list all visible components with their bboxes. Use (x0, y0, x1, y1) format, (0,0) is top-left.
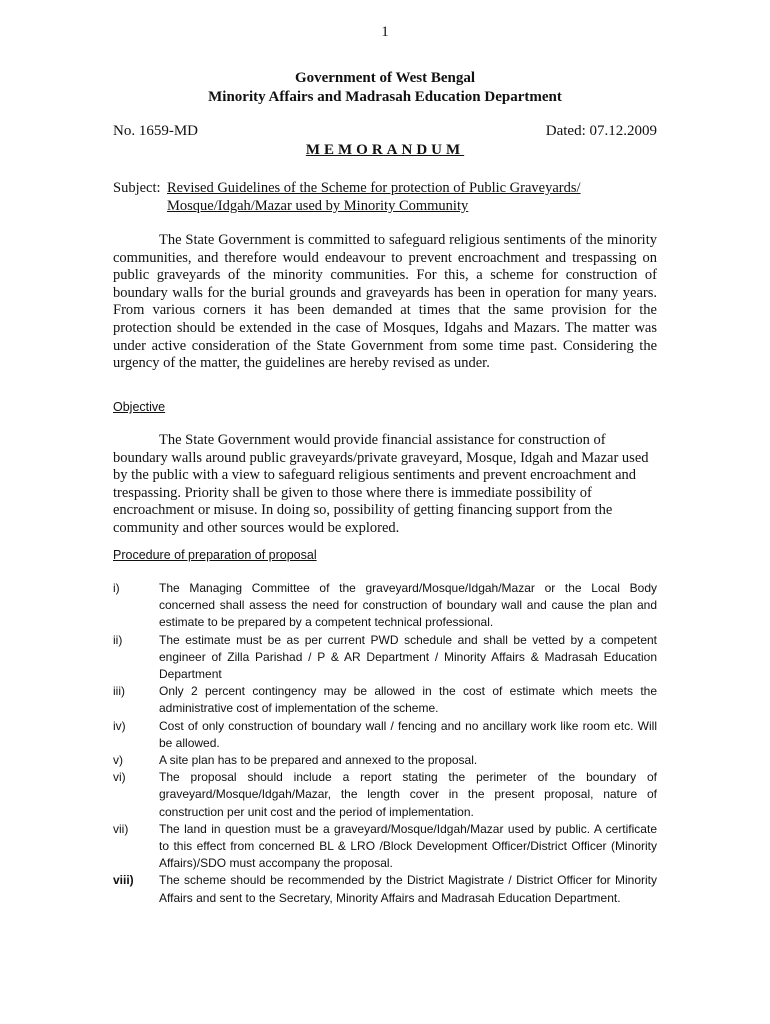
item-number: ii) (113, 632, 123, 647)
list-item (113, 872, 657, 906)
objective-heading: Objective (113, 400, 166, 414)
item-text: The Managing Committee of the graveyard/Mosque/Idgah/Mazar or the Local Body concerned shall assess the need for construction of boundary wall and cause the plan and estimate to be prepared by a competent technical professional. (159, 581, 657, 630)
item-number: i) (113, 581, 120, 595)
list-item (113, 718, 657, 752)
item-number: iii) (113, 684, 125, 699)
list-item (113, 821, 657, 873)
item-number: viii) (113, 873, 134, 888)
reference-row (113, 123, 657, 140)
memo-number: No. 1659-MD (113, 123, 198, 139)
item-number: vii) (113, 821, 129, 836)
subject-block (113, 179, 657, 215)
list-item (113, 580, 657, 632)
procedure-list (113, 580, 657, 907)
list-item (113, 752, 657, 769)
procedure-heading: Procedure of preparation of proposal (113, 548, 317, 562)
item-text: The proposal should include a report stating the perimeter of the boundary of graveyard/Mosque/Idgah/Mazar, the length cover in the present proposal, nature of construction per unit cost and the period of implementation. (159, 770, 657, 819)
list-item (113, 769, 657, 821)
item-text: The land in question must be a graveyard/Mosque/Idgah/Mazar used by public. A certificate to this effect from concerned BL & LRO /Block Development Officer/District Officer (Minority Affairs)/SDO must accompany the proposal. (159, 821, 657, 871)
header-government: Government of West Bengal (294, 70, 476, 86)
item-text: Only 2 percent contingency may be allowed in the cost of estimate which meets the administrative cost of implementation of the scheme. (159, 684, 657, 716)
page-number: 1 (381, 24, 389, 40)
list-item (113, 632, 657, 684)
subject-text: Revised Guidelines of the Scheme for protection of Public Graveyards/ Mosque/Idgah/Mazar used by Minority Community (167, 180, 581, 214)
item-text: The estimate must be as per current PWD schedule and shall be vetted by a competent engineer of Zilla Parishad / P & AR Department / Minority Affairs & Madrasah Education Department (159, 632, 657, 682)
item-number: iv) (113, 718, 126, 733)
item-text: A site plan has to be prepared and annexed to the proposal. (159, 753, 478, 768)
memo-date: Dated: 07.12.2009 (545, 123, 657, 139)
item-text: The scheme should be recommended by the District Magistrate / District Officer for Minority Affairs and sent to the Secretary, Minority Affairs and Madrasah Education Department. (159, 873, 657, 905)
item-text: Cost of only construction of boundary wall / fencing and no ancillary work like room etc. Will be allowed. (159, 718, 657, 750)
intro-paragraph: The State Government is committed to safeguard religious sentiments of the minority communities, and therefore would endeavour to prevent encroachment and trespassing on public graveyards of the minority communities. For this, a scheme for construction of boundary walls for the burial grounds and graveyards has been in operation for many years. From various corners it has been demanded at times that the same provision for the protection should be extended in the case of Mosques, Idgahs and Mazars. The matter was under active consideration of the State Government from some time past. Considering the urgency of the matter, the guidelines are hereby revised as under. (113, 232, 657, 372)
list-item (113, 683, 657, 717)
item-number: v) (113, 753, 123, 768)
memo-title: MEMORANDUM (305, 142, 465, 158)
item-number: vi) (113, 770, 126, 785)
objective-paragraph: The State Government would provide financial assistance for construction of boundary walls around public graveyards/private graveyard, Mosque, Idgah and Mazar used by the public with a view to safeguard religious sentiments and prevent encroachment and trespassing. Priority shall be given to those where there is immediate possibility of encroachment or misuse. In doing so, possibility of getting financing support from the community and other sources would be explored. (113, 432, 649, 536)
subject-label: Subject: (113, 180, 161, 196)
header-department: Minority Affairs and Madrasah Education Department (208, 89, 562, 105)
